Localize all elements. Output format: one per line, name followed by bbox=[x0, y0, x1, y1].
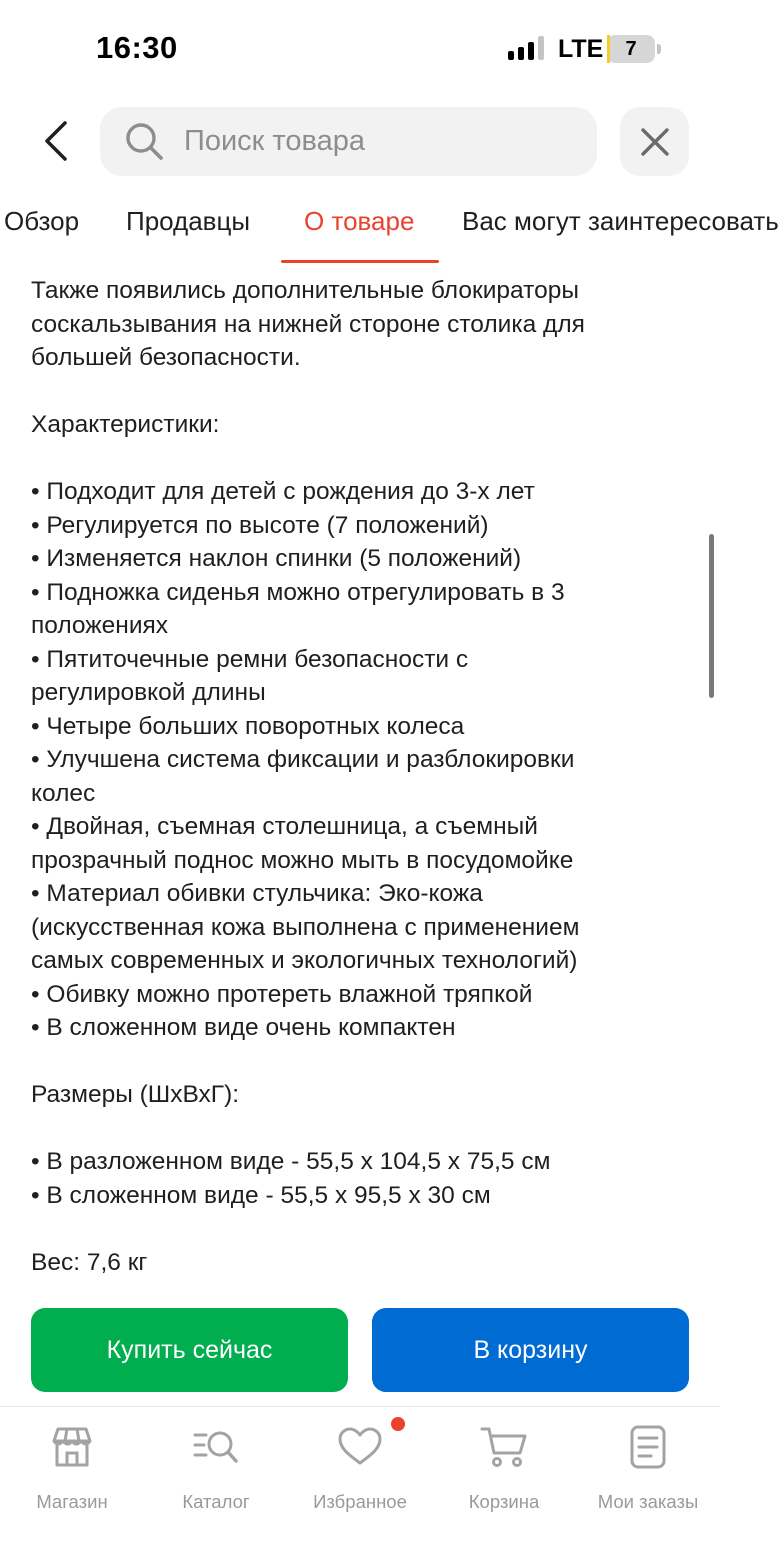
description-line: • Регулируется по высоте (7 положений) bbox=[31, 511, 489, 539]
description-line: самых современных и экологичных технологий) bbox=[31, 947, 578, 974]
description-line: регулировкой длины bbox=[31, 679, 266, 706]
nav-item-shop[interactable] bbox=[0, 1425, 144, 1525]
description-line: колес bbox=[31, 779, 96, 807]
tab-bar bbox=[0, 196, 779, 268]
tab-overview[interactable]: Обзор bbox=[4, 206, 80, 236]
bottom-nav bbox=[0, 1406, 720, 1561]
nav-label: Магазин bbox=[36, 1491, 108, 1512]
back-button[interactable] bbox=[28, 112, 84, 170]
heart-icon bbox=[336, 1425, 384, 1469]
description-line: Характеристики: bbox=[31, 411, 220, 438]
description-line: Размеры (ШхВхГ): bbox=[31, 1081, 240, 1108]
nav-label: Мои заказы bbox=[597, 1491, 699, 1512]
battery-icon bbox=[607, 35, 659, 63]
description-line: • Изменяется наклон спинки (5 положений) bbox=[31, 545, 522, 572]
cart-icon bbox=[480, 1425, 528, 1469]
description-line: Также появились дополнительные блокираторы bbox=[31, 277, 579, 304]
buy-now-button[interactable]: Купить сейчас bbox=[31, 1308, 348, 1392]
description-line: • Материал обивки стульчика: Эко-кожа bbox=[31, 880, 483, 907]
nav-item-cart[interactable] bbox=[432, 1425, 576, 1525]
description-line: • Пятиточечные ремни безопасности с bbox=[31, 645, 469, 673]
description-line: • В разложенном виде - 55,5 x 104,5 x 75,5 см bbox=[31, 1148, 551, 1175]
description-line: • Подножка сиденья можно отрегулировать в 3 bbox=[31, 578, 565, 606]
nav-label: Корзина bbox=[468, 1491, 540, 1512]
search-input[interactable] bbox=[184, 107, 574, 176]
description-line: соскальзывания на нижней стороне столика для bbox=[31, 310, 585, 338]
orders-icon bbox=[624, 1425, 672, 1469]
product-description bbox=[31, 274, 691, 1294]
status-time: 16:30 bbox=[96, 30, 178, 65]
active-tab-indicator bbox=[281, 260, 439, 263]
tab-sellers[interactable]: Продавцы bbox=[126, 206, 251, 236]
description-line: • Двойная, съемная столешница, а съемный bbox=[31, 813, 538, 840]
nav-label: Каталог bbox=[182, 1491, 250, 1512]
search-box[interactable] bbox=[100, 107, 597, 176]
description-line: большей безопасности. bbox=[31, 344, 301, 371]
blank-line bbox=[31, 442, 691, 476]
blank-line bbox=[31, 1112, 691, 1146]
tab-about-product[interactable]: О товаре bbox=[304, 206, 415, 236]
add-to-cart-button[interactable]: В корзину bbox=[372, 1308, 689, 1392]
nav-item-catalog[interactable] bbox=[144, 1425, 288, 1525]
description-line: (искусственная кожа выполнена с применением bbox=[31, 913, 580, 941]
close-icon bbox=[640, 127, 670, 157]
search-icon bbox=[124, 121, 164, 161]
description-line: • Четыре больших поворотных колеса bbox=[31, 712, 465, 740]
description-line: • Улучшена система фиксации и разблокировки bbox=[31, 746, 575, 773]
nav-item-orders[interactable] bbox=[576, 1425, 720, 1525]
scrollbar[interactable] bbox=[709, 534, 714, 698]
back-arrow-icon bbox=[41, 119, 71, 163]
status-bar bbox=[0, 0, 720, 100]
description-line: • В сложенном виде - 55,5 x 95,5 x 30 см bbox=[31, 1181, 491, 1209]
tab-recommendations[interactable]: Вас могут заинтересовать bbox=[462, 206, 779, 236]
battery-level: 7 bbox=[625, 38, 637, 60]
close-button[interactable] bbox=[620, 107, 689, 176]
signal-icon bbox=[508, 36, 544, 60]
nav-label: Избранное bbox=[313, 1491, 407, 1512]
blank-line bbox=[31, 375, 691, 409]
blank-line bbox=[31, 1045, 691, 1079]
description-line: • Подходит для детей с рождения до 3-х лет bbox=[31, 478, 535, 505]
description-line: Вес: 7,6 кг bbox=[31, 1248, 148, 1276]
description-line: • Обивку можно протереть влажной тряпкой bbox=[31, 980, 533, 1008]
shop-icon bbox=[48, 1425, 96, 1469]
catalog-icon bbox=[192, 1425, 240, 1469]
nav-item-favorites[interactable] bbox=[288, 1425, 432, 1525]
favorites-badge-dot bbox=[391, 1417, 405, 1431]
description-line: положениях bbox=[31, 612, 169, 639]
description-line: прозрачный поднос можно мыть в посудомойке bbox=[31, 846, 574, 874]
description-line: • В сложенном виде очень компактен bbox=[31, 1014, 456, 1041]
network-type: LTE bbox=[558, 35, 604, 63]
blank-line bbox=[31, 1212, 691, 1246]
